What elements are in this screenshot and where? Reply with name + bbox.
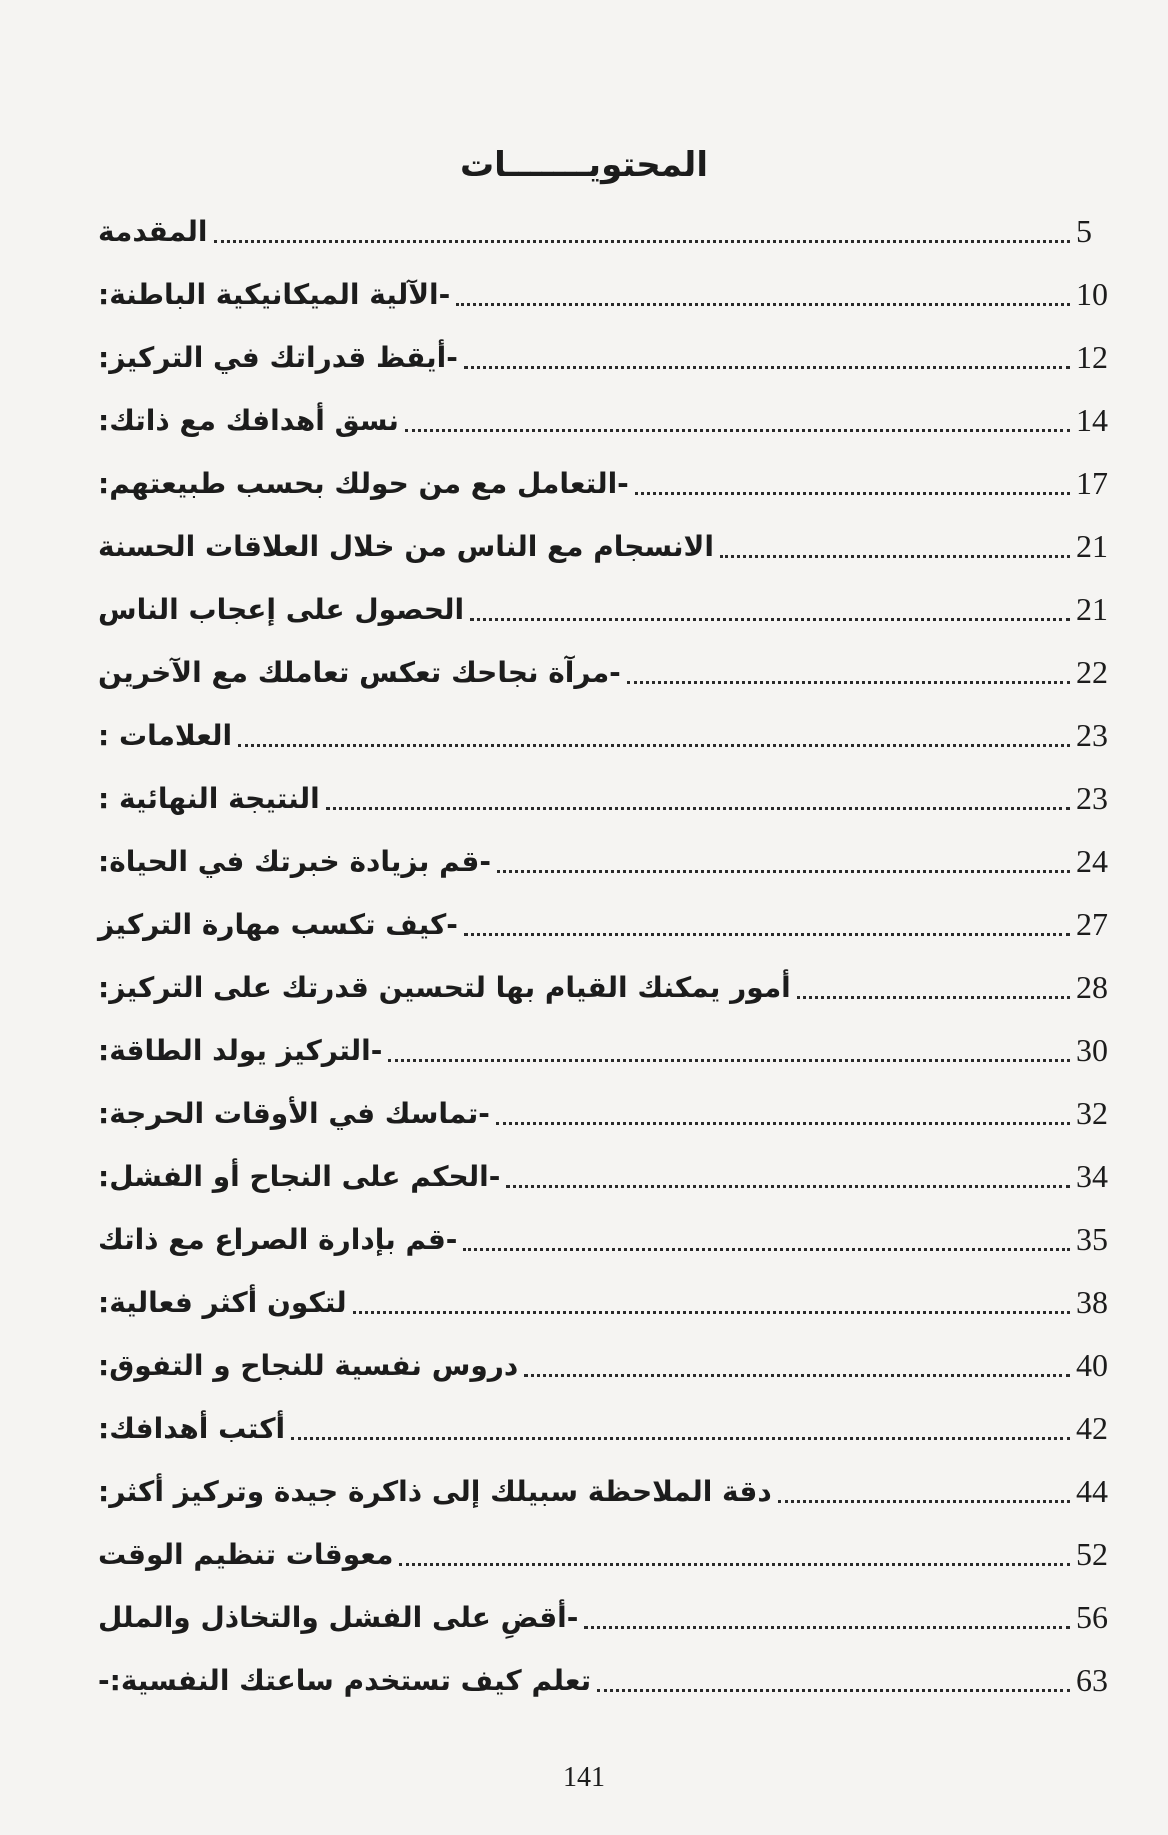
toc-entry-title: الانسجام مع الناس من خلال العلاقات الحسنة xyxy=(98,530,714,563)
toc-entry xyxy=(98,641,1128,704)
dot-leader xyxy=(463,1248,1070,1251)
toc-entry-page-number: 21 xyxy=(1076,591,1108,627)
toc-entry xyxy=(98,1649,1128,1712)
toc-entry-title: دقة الملاحظة سبيلك إلى ذاكرة جيدة وتركيز أكثر: xyxy=(98,1475,772,1508)
toc-entry xyxy=(98,704,1128,767)
toc-entry xyxy=(98,263,1128,326)
toc-entry-title: دروس نفسية للنجاح و التفوق: xyxy=(98,1349,519,1382)
dot-leader xyxy=(497,870,1070,873)
toc-entry-page-number: 5 xyxy=(1076,213,1092,249)
dot-leader xyxy=(464,366,1070,369)
toc-entry xyxy=(98,326,1128,389)
toc-entry-page-number: 42 xyxy=(1076,1410,1108,1446)
dot-leader xyxy=(353,1311,1070,1314)
toc-entry-page-number: 22 xyxy=(1076,654,1108,690)
toc-entry xyxy=(98,956,1128,1019)
toc-entry-page-number: 28 xyxy=(1076,969,1108,1005)
toc-entry-page-number: 10 xyxy=(1076,276,1108,312)
dot-leader xyxy=(399,1563,1070,1566)
toc-entry xyxy=(98,578,1128,641)
dot-leader xyxy=(597,1689,1070,1692)
toc-entry-title: تعلم كيف تستخدم ساعتك النفسية:- xyxy=(98,1664,592,1697)
dot-leader xyxy=(464,933,1070,936)
toc-entry-page-number: 63 xyxy=(1076,1662,1108,1698)
toc-entry-title: الحصول على إعجاب الناس xyxy=(98,593,465,626)
page-title: المحتويـــــــات xyxy=(460,145,708,185)
toc-entry-title: -كيف تكسب مهارة التركيز xyxy=(98,908,458,941)
toc-entry-title: -مرآة نجاحك تعكس تعاملك مع الآخرين xyxy=(98,656,621,689)
dot-leader xyxy=(496,1122,1070,1125)
toc-entry-page-number: 12 xyxy=(1076,339,1108,375)
toc-entry xyxy=(98,830,1128,893)
toc-entry-title: -الآلية الميكانيكية الباطنة: xyxy=(98,278,451,311)
toc-entry-title: المقدمة xyxy=(98,215,208,248)
toc-entry xyxy=(98,515,1128,578)
toc-entry-page-number: 23 xyxy=(1076,717,1108,753)
toc-entry-title: -أقضِ على الفشل والتخاذل والملل xyxy=(98,1601,579,1634)
toc-entry-title: أمور يمكنك القيام بها لتحسين قدرتك على التركيز: xyxy=(98,971,791,1004)
toc-entry-page-number: 44 xyxy=(1076,1473,1108,1509)
toc-entry xyxy=(98,1586,1128,1649)
toc-entry-title: نسق أهدافك مع ذاتك: xyxy=(98,404,399,437)
toc-entry xyxy=(98,1082,1128,1145)
dot-leader xyxy=(584,1626,1070,1629)
toc-entry-page-number: 35 xyxy=(1076,1221,1108,1257)
toc-entry-page-number: 21 xyxy=(1076,528,1108,564)
toc-entry-title: لتكون أكثر فعالية: xyxy=(98,1286,347,1319)
toc-entry-page-number: 34 xyxy=(1076,1158,1108,1194)
dot-leader xyxy=(778,1500,1070,1503)
toc-entry-title: -تماسك في الأوقات الحرجة: xyxy=(98,1097,490,1130)
toc-entry xyxy=(98,1271,1128,1334)
toc-entry-title: -أيقظ قدراتك في التركيز: xyxy=(98,341,458,374)
toc-entry-title: -التعامل مع من حولك بحسب طبيعتهم: xyxy=(98,467,629,500)
toc-entry-page-number: 40 xyxy=(1076,1347,1108,1383)
dot-leader xyxy=(635,492,1070,495)
toc-entry xyxy=(98,389,1128,452)
dot-leader xyxy=(238,744,1070,747)
dot-leader xyxy=(291,1437,1070,1440)
toc-entry xyxy=(98,1334,1128,1397)
toc-entry-title: العلامات : xyxy=(98,719,233,752)
toc-entry xyxy=(98,1397,1128,1460)
toc-entry xyxy=(98,893,1128,956)
dot-leader xyxy=(326,807,1070,810)
toc-entry-page-number: 24 xyxy=(1076,843,1108,879)
toc-entry-page-number: 56 xyxy=(1076,1599,1108,1635)
toc-entry-page-number: 17 xyxy=(1076,465,1108,501)
toc-entry-page-number: 27 xyxy=(1076,906,1108,942)
toc-entry xyxy=(98,1019,1128,1082)
toc-entry-page-number: 23 xyxy=(1076,780,1108,816)
toc-entry-page-number: 30 xyxy=(1076,1032,1108,1068)
toc-entry xyxy=(98,452,1128,515)
toc-entry xyxy=(98,1523,1128,1586)
toc-entry xyxy=(98,200,1128,263)
toc-entry-title: أكتب أهدافك: xyxy=(98,1412,286,1445)
dot-leader xyxy=(524,1374,1070,1377)
toc-entry-title: -قم بزيادة خبرتك في الحياة: xyxy=(98,845,491,878)
toc-entry xyxy=(98,1145,1128,1208)
dot-leader xyxy=(388,1059,1070,1062)
table-of-contents xyxy=(98,200,1128,1712)
toc-entry-title: -الحكم على النجاح أو الفشل: xyxy=(98,1160,501,1193)
toc-entry-page-number: 52 xyxy=(1076,1536,1108,1572)
dot-leader xyxy=(506,1185,1070,1188)
dot-leader xyxy=(214,240,1070,243)
toc-entry xyxy=(98,767,1128,830)
toc-entry-title: -قم بإدارة الصراع مع ذاتك xyxy=(98,1223,458,1256)
footer-page-number: 141 xyxy=(563,1762,605,1793)
toc-entry-page-number: 38 xyxy=(1076,1284,1108,1320)
toc-entry-page-number: 32 xyxy=(1076,1095,1108,1131)
toc-entry-title: -التركيز يولد الطاقة: xyxy=(98,1034,383,1067)
dot-leader xyxy=(720,555,1070,558)
toc-entry xyxy=(98,1460,1128,1523)
toc-entry xyxy=(98,1208,1128,1271)
dot-leader xyxy=(456,303,1070,306)
dot-leader xyxy=(627,681,1070,684)
dot-leader xyxy=(797,996,1070,999)
dot-leader xyxy=(405,429,1070,432)
toc-entry-page-number: 14 xyxy=(1076,402,1108,438)
toc-entry-title: النتيجة النهائية : xyxy=(98,782,320,815)
toc-entry-title: معوقات تنظيم الوقت xyxy=(98,1538,394,1571)
dot-leader xyxy=(470,618,1070,621)
